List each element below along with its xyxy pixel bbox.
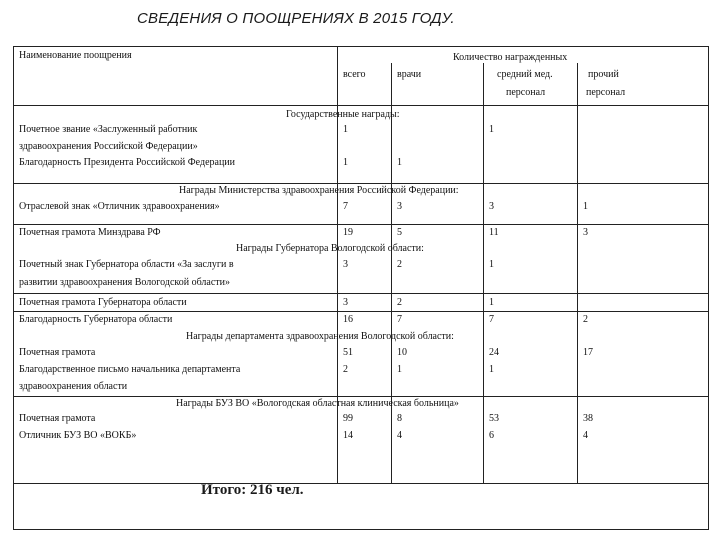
cell-doctors: 7 — [397, 314, 402, 325]
cell-medstaff: 1 — [489, 364, 494, 375]
grid-line-h — [13, 311, 709, 312]
section-title: Награды департамента здравоохранения Вологодской области: — [186, 331, 454, 342]
row-name: здравоохранения области — [19, 381, 128, 392]
cell-medstaff: 11 — [489, 227, 499, 238]
grid-line-h — [13, 105, 709, 106]
row-name: Благодарственное письмо начальника департамента — [19, 364, 241, 375]
cell-total: 99 — [343, 413, 353, 424]
cell-other: 3 — [583, 227, 588, 238]
row-name: Благодарность Президента Российской Федерации — [19, 157, 236, 168]
cell-total: 51 — [343, 347, 353, 358]
grid-line-h — [13, 483, 709, 484]
cell-total: 14 — [343, 430, 353, 441]
header-other: прочий — [588, 69, 619, 80]
header-doctors: врачи — [397, 69, 422, 80]
cell-other: 17 — [583, 347, 593, 358]
cell-medstaff: 1 — [489, 297, 494, 308]
grid-line-h — [13, 224, 709, 225]
grid-line-h — [13, 396, 709, 397]
cell-doctors: 4 — [397, 430, 402, 441]
section-title: Награды Губернатора Вологодской области: — [236, 243, 424, 254]
row-name: Отраслевой знак «Отличник здравоохранения» — [19, 201, 220, 212]
header-medstaff: персонал — [506, 87, 546, 98]
cell-doctors: 8 — [397, 413, 402, 424]
cell-total: 19 — [343, 227, 353, 238]
header-name-column: Наименование поощрения — [19, 50, 132, 61]
section-title: Награды Министерства здравоохранения Российской Федерации: — [179, 185, 459, 196]
grand-total: Итого: 216 чел. — [201, 482, 304, 498]
section-title: Государственные награды: — [286, 109, 400, 120]
row-name: Почетная грамота Губернатора области — [19, 297, 187, 308]
header-other: персонал — [586, 87, 626, 98]
header-count-group: Количество награжденных — [453, 52, 568, 63]
cell-total: 1 — [343, 124, 348, 135]
grid-line-h — [13, 183, 709, 184]
cell-doctors: 3 — [397, 201, 402, 212]
page-title: СВЕДЕНИЯ О ПООЩРЕНИЯХ В 2015 ГОДУ. — [137, 10, 455, 27]
cell-medstaff: 6 — [489, 430, 494, 441]
cell-other: 38 — [583, 413, 593, 424]
cell-total: 16 — [343, 314, 353, 325]
cell-total: 1 — [343, 157, 348, 168]
row-name: Почетная грамота Минздрава РФ — [19, 227, 161, 238]
grid-line-v — [483, 63, 484, 483]
cell-total: 3 — [343, 259, 348, 270]
grid-line-v — [577, 63, 578, 483]
cell-total: 3 — [343, 297, 348, 308]
cell-medstaff: 53 — [489, 413, 499, 424]
row-name: Почетная грамота — [19, 413, 96, 424]
cell-doctors: 10 — [397, 347, 407, 358]
header-medstaff: средний мед. — [497, 69, 553, 80]
cell-doctors: 2 — [397, 259, 402, 270]
cell-doctors: 2 — [397, 297, 402, 308]
cell-medstaff: 3 — [489, 201, 494, 212]
row-name: здравоохранения Российской Федерации» — [19, 141, 198, 152]
cell-other: 4 — [583, 430, 588, 441]
row-name: Почетная грамота — [19, 347, 96, 358]
row-name: развитии здравоохранения Вологодской области» — [19, 277, 231, 288]
header-total: всего — [343, 69, 366, 80]
cell-total: 7 — [343, 201, 348, 212]
cell-medstaff: 1 — [489, 124, 494, 135]
row-name: Почетный знак Губернатора области «За заслуги в — [19, 259, 234, 270]
cell-doctors: 1 — [397, 157, 402, 168]
cell-medstaff: 7 — [489, 314, 494, 325]
cell-doctors: 1 — [397, 364, 402, 375]
cell-other: 2 — [583, 314, 588, 325]
section-title: Награды БУЗ ВО «Вологодская областная клиническая больница» — [176, 398, 459, 409]
cell-total: 2 — [343, 364, 348, 375]
cell-medstaff: 24 — [489, 347, 499, 358]
cell-other: 1 — [583, 201, 588, 212]
grid-line-h — [13, 293, 709, 294]
row-name: Отличник БУЗ ВО «ВОКБ» — [19, 430, 137, 441]
cell-doctors: 5 — [397, 227, 402, 238]
cell-medstaff: 1 — [489, 259, 494, 270]
row-name: Почетное звание «Заслуженный работник — [19, 124, 198, 135]
grid-line-v — [391, 63, 392, 483]
row-name: Благодарность Губернатора области — [19, 314, 173, 325]
